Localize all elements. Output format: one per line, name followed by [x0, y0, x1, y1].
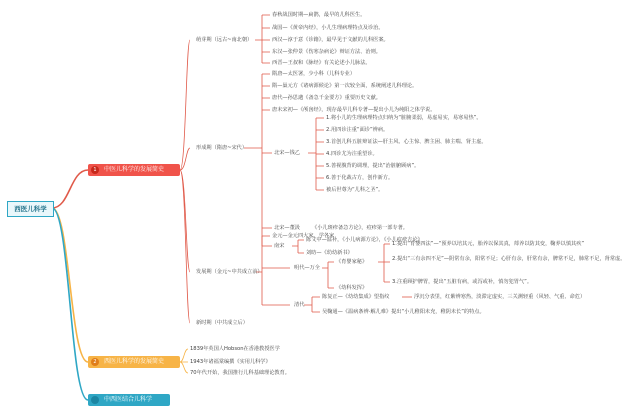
qing-item: 吴鞠通—《温病条辨·解儿难》提出“小儿稚阳未充，稚阴未长”的特点。	[322, 309, 485, 315]
root-to-branch2-line	[52, 208, 88, 362]
p1-item: 东汉—张仲景《伤寒杂病论》辩证方法、治则。	[272, 49, 381, 55]
nansong-item: 刘昉—《幼幼新书》	[306, 250, 353, 256]
p1-item: 战国—《黄帝内经》，小儿生理病理特点及诊治。	[272, 25, 384, 31]
qianyi-item: 5.善视腹背的调理，提出“治脏腑顾病”。	[326, 163, 420, 169]
p2-item: 隋—巢元方《诸病源候论》第一次较全面，系统阐述儿科理论。	[272, 83, 418, 89]
qianyi-item: 3.首创儿科五脏辩证法—肝主风、心主惊、脾主困、肺主喘、肾主虚。	[326, 139, 487, 145]
qingdai-label[interactable]: 清代	[294, 302, 305, 308]
p1-item: 春秋战国时期—扁鹊，最早的儿科医生。	[272, 12, 366, 18]
wanquan-book1[interactable]: 《育婴家秘》	[336, 259, 368, 265]
nansong-item: 陈文中—温补，《小儿病源方论》，《小儿痘疹方论》	[306, 237, 423, 243]
jinyuan-text: 金元—金元四大家，学各家	[272, 233, 335, 239]
p2-item: 唐末宋初—《颅囟经》，现存最早儿科专著—提出小儿为纯阳之体学说。	[272, 107, 436, 113]
wanquan-item: 2.提出“三有余四不足”—阴常有余，阳常不足；心肝有余，肝常有余，脾常不足，肺常不足，肾常虚。	[392, 256, 626, 262]
nansong-label[interactable]: 南宋	[274, 243, 285, 249]
qianyi-item: 4.四诊尤为注重望诊。	[326, 151, 378, 157]
branch-western-pediatrics-history[interactable]	[88, 356, 180, 368]
qianyi-item: 被后世尊为“儿科之圣”。	[326, 187, 384, 193]
branch-label: 西医儿科学的发展简史	[104, 358, 165, 365]
qing-item: 陈复正—《幼幼集成》望指纹	[322, 294, 390, 300]
qianyi-item: 2.用四诊注重“面诊”辨病。	[326, 127, 389, 133]
branch-integrated-pediatrics[interactable]	[88, 394, 170, 406]
p2-item: 隋唐—太医署，少小科（儿科专业）	[272, 71, 356, 77]
branch-number-badge	[91, 396, 99, 404]
branch-label: 中医儿科学的发展简史	[104, 166, 165, 173]
root-node[interactable]: 西医儿科学	[7, 201, 54, 217]
period-development[interactable]: 发展期（金元~中共成立前）	[196, 269, 263, 275]
western-item: 1839年英国人Hobson在香港教授医学	[190, 346, 280, 352]
mingdai-label[interactable]: 明代—万全	[294, 265, 320, 271]
qianyi-item: 1.将小儿的生理病理特点归纳为“脏腑柔弱，易虚易实，易寒易热”。	[326, 115, 482, 121]
branch-number-badge: 1	[91, 166, 99, 174]
qianyi-label[interactable]: 北宋—钱乙	[274, 150, 300, 156]
wanquan-book2[interactable]: 《幼科发挥》	[336, 285, 368, 291]
period-new-era[interactable]: 新时期（中共成立后）	[196, 320, 248, 326]
period-formation[interactable]: 形成期（隋唐~宋代）	[196, 145, 248, 151]
wanquan-item: 3.注重顾护脾胃，提出“五脏有病，或泻或补，慎勿犯胃气”。	[392, 279, 533, 285]
dongji-text: 《小儿斑疹备急方论》，痘疹第一部专著。	[312, 225, 408, 231]
dongji-label[interactable]: 北宋—董汲	[274, 225, 300, 231]
branch-number-badge: 2	[91, 358, 99, 366]
p2-item: 唐代—孙思邈《备急千金要方》重要历史文献。	[272, 95, 381, 101]
qianyi-item: 6.善于化裁古方，创作新方。	[326, 175, 394, 181]
root-to-branch1-line	[52, 170, 88, 208]
p1-item: 西晋—王叔和《脉经》有关论述小儿脉法。	[272, 60, 371, 66]
branch-chinese-pediatrics-history[interactable]	[88, 164, 180, 176]
western-item: 1943年诸福棠编撰《实用儿科学》	[190, 359, 271, 365]
p1-item: 西汉—淳于意《诊籍》，最早见于文献的儿科医案。	[272, 37, 389, 43]
western-item: 70年代开始，我国推行儿科基础理论教育。	[190, 370, 290, 376]
branch-label: 中西医结合儿科学	[104, 396, 153, 403]
qing-item-note: 浮沉分表里，红紫辨寒热，淡滞定虚实，三关测轻重（风轻、气重、命危）	[414, 294, 586, 300]
wanquan-item: 1.提出“育婴四法”—“预养以培其元，胎养以保其真，蓐养以防其变，鞠养以慎其疾”	[392, 241, 585, 247]
root-to-branch3-line	[52, 208, 88, 400]
period-sprouting[interactable]: 萌芽期（远古~南北朝）	[196, 37, 253, 43]
